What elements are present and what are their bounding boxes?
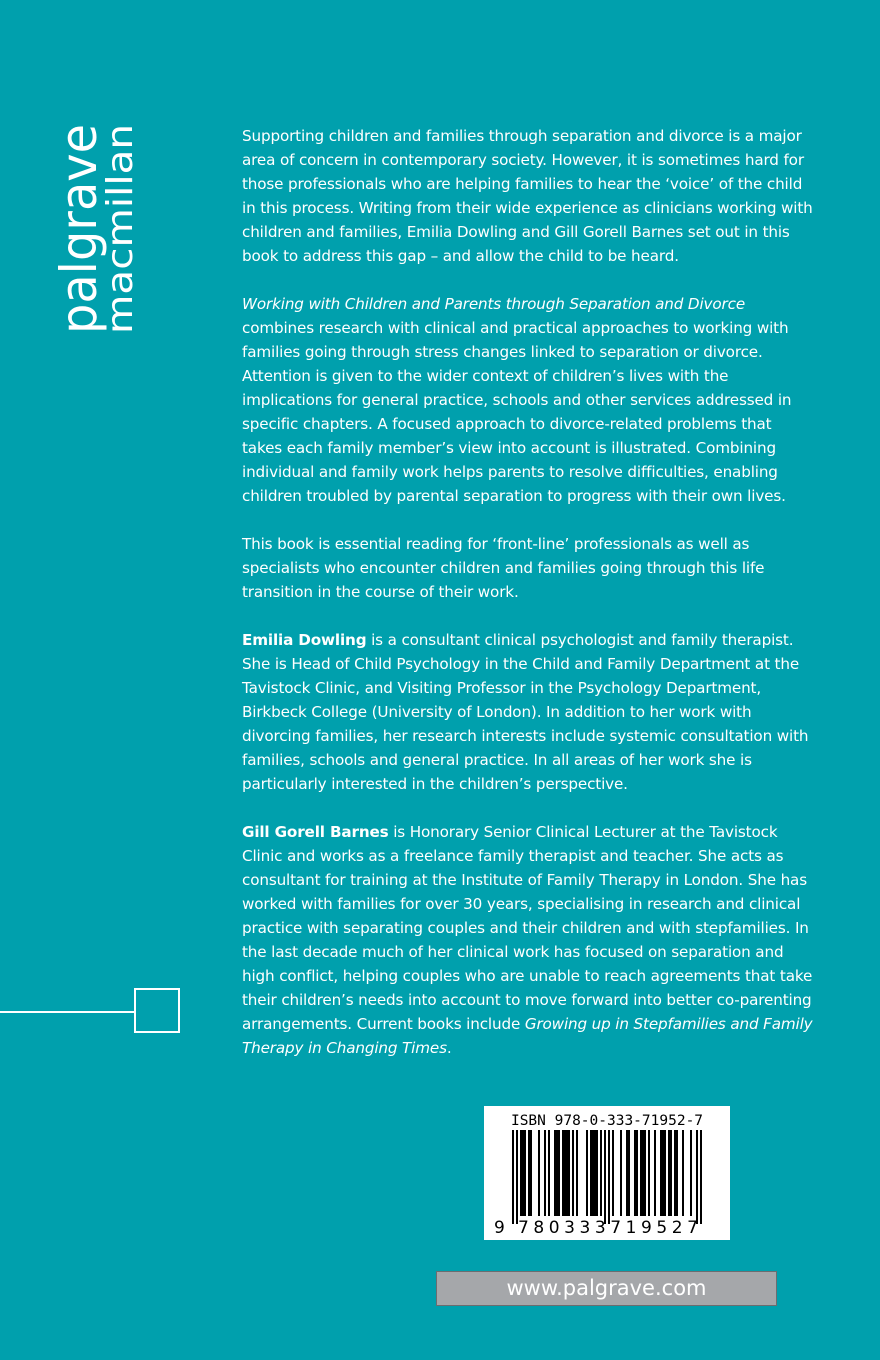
barcode-bar — [640, 1130, 642, 1216]
author-bio-dowling — [242, 628, 814, 796]
author-name: Gill Gorell Barnes — [242, 823, 389, 841]
barcode-bar — [696, 1130, 698, 1224]
barcode-bar — [668, 1130, 670, 1216]
barcode-bar — [626, 1130, 628, 1216]
barcode-bar — [548, 1130, 550, 1216]
barcode-bar — [572, 1130, 574, 1216]
website-url[interactable]: www.palgrave.com — [436, 1271, 777, 1306]
barcode-bar — [590, 1130, 592, 1216]
barcode-bar — [636, 1130, 638, 1216]
back-cover-blurb — [242, 124, 814, 1084]
barcode-bar — [564, 1130, 566, 1216]
isbn-barcode — [484, 1106, 730, 1240]
barcode-bar — [612, 1130, 614, 1216]
logo-line-palgrave: palgrave — [50, 114, 108, 334]
author-bio-text: is Honorary Senior Clinical Lecturer at the Tavistock Clinic and works as a freelance family therapist and teacher. She acts as consultant for training at the Institute of Family Therapy in London. She has worked with families for over 30 years, specialising in research and clinical practice with separating couples and their children and with stepfamilies. In the last decade much of her clinical work has focused on separation and high conflict, helping couples who are unable to reach agreements that take their children’s needs into account to move forward into better co-parenting arrangements. Current books include — [242, 823, 813, 1033]
barcode-bar — [558, 1130, 560, 1216]
barcode-bar — [670, 1130, 672, 1216]
author-bio-end: . — [446, 1039, 452, 1057]
blurb-paragraph-book — [242, 292, 814, 508]
barcode-bar — [664, 1130, 666, 1216]
barcode-bar — [544, 1130, 546, 1216]
barcode-bar — [654, 1130, 656, 1216]
barcode-bar — [660, 1130, 662, 1216]
book-title: Working with Children and Parents through Separation and Divorce — [242, 295, 746, 313]
barcode-bar — [516, 1130, 518, 1224]
barcode-bar — [700, 1130, 702, 1224]
barcode-bar — [604, 1130, 606, 1224]
barcode-bar — [586, 1130, 588, 1216]
barcode-bar — [634, 1130, 636, 1216]
barcode-bar — [562, 1130, 564, 1216]
blurb-book-description: combines research with clinical and practical approaches to working with families going through stress changes linked to separation or divorce. Attention is given to the wider context of children’s lives with the implications for general practice, schools and other services addressed in specific chapters. A focused approach to divorce-related problems that takes each family member’s view into account is illustrated. Combining individual and family work helps parents to resolve difficulties, enabling children troubled by parental separation to progress with their own lives. — [242, 319, 792, 505]
barcode-bar — [644, 1130, 646, 1216]
barcode-bar — [568, 1130, 570, 1216]
barcode-bar — [556, 1130, 558, 1216]
barcode-bar — [554, 1130, 556, 1216]
barcode-bar — [642, 1130, 644, 1216]
barcode-bar — [674, 1130, 676, 1216]
isbn-label: ISBN 978-0-333-71952-7 — [510, 1113, 704, 1129]
barcode-bar — [592, 1130, 594, 1216]
barcode-bar — [662, 1130, 664, 1216]
barcode-bar — [524, 1130, 526, 1216]
author-bio-text: is a consultant clinical psychologist and family therapist. She is Head of Child Psychology in the Child and Family Department at the Tavistock Clinic, and Visiting Professor in the Psychology Department, Birkbeck College (University of London). In addition to her work with divorcing families, her research interests include systemic consultation with families, schools and general practice. In all areas of her work she is particularly interested in the children’s perspective. — [242, 631, 809, 793]
blurb-paragraph-audience: This book is essential reading for ‘front-line’ professionals as well as specialists who encounter children and families going through this life transition in the course of their work. — [242, 535, 765, 601]
barcode-bar — [608, 1130, 610, 1224]
blurb-paragraph-intro: Supporting children and families through separation and divorce is a major area of concern in contemporary society. However, it is sometimes hard for those professionals who are helping families to hear the ‘voice’ of the child in this process. Writing from their wide experience as clinicians working with children and families, Emilia Dowling and Gill Gorell Barnes set out in this book to address this gap – and allow the child to be heard. — [242, 127, 813, 265]
barcode-bar — [520, 1130, 522, 1216]
palgrave-macmillan-logo — [44, 114, 141, 334]
barcode-bar — [690, 1130, 692, 1216]
barcode-bar — [676, 1130, 678, 1216]
barcode-bar — [620, 1130, 622, 1216]
barcode-bars — [512, 1130, 702, 1224]
barcode-bar — [576, 1130, 578, 1216]
barcode-bar — [682, 1130, 684, 1216]
author-books: Growing up in Stepfamilies and Family Therapy in Changing Times — [242, 1015, 813, 1057]
barcode-bar — [600, 1130, 602, 1216]
author-name: Emilia Dowling — [242, 631, 367, 649]
barcode-digit-first: 9 — [494, 1218, 505, 1238]
decorative-square — [134, 988, 180, 1033]
decorative-rule — [0, 1011, 134, 1013]
barcode-bar — [522, 1130, 524, 1216]
barcode-bar — [594, 1130, 596, 1216]
barcode-bar — [596, 1130, 598, 1216]
author-bio-gorell-barnes — [242, 820, 814, 1060]
barcode-bar — [528, 1130, 530, 1216]
barcode-bar — [648, 1130, 650, 1216]
barcode-bar — [566, 1130, 568, 1216]
barcode-bar — [512, 1130, 514, 1224]
barcode-bar — [628, 1130, 630, 1216]
barcode-digits: 780333719527 — [518, 1218, 698, 1238]
logo-line-macmillan: macmillan — [100, 147, 141, 334]
barcode-bar — [538, 1130, 540, 1216]
barcode-bar — [530, 1130, 532, 1216]
